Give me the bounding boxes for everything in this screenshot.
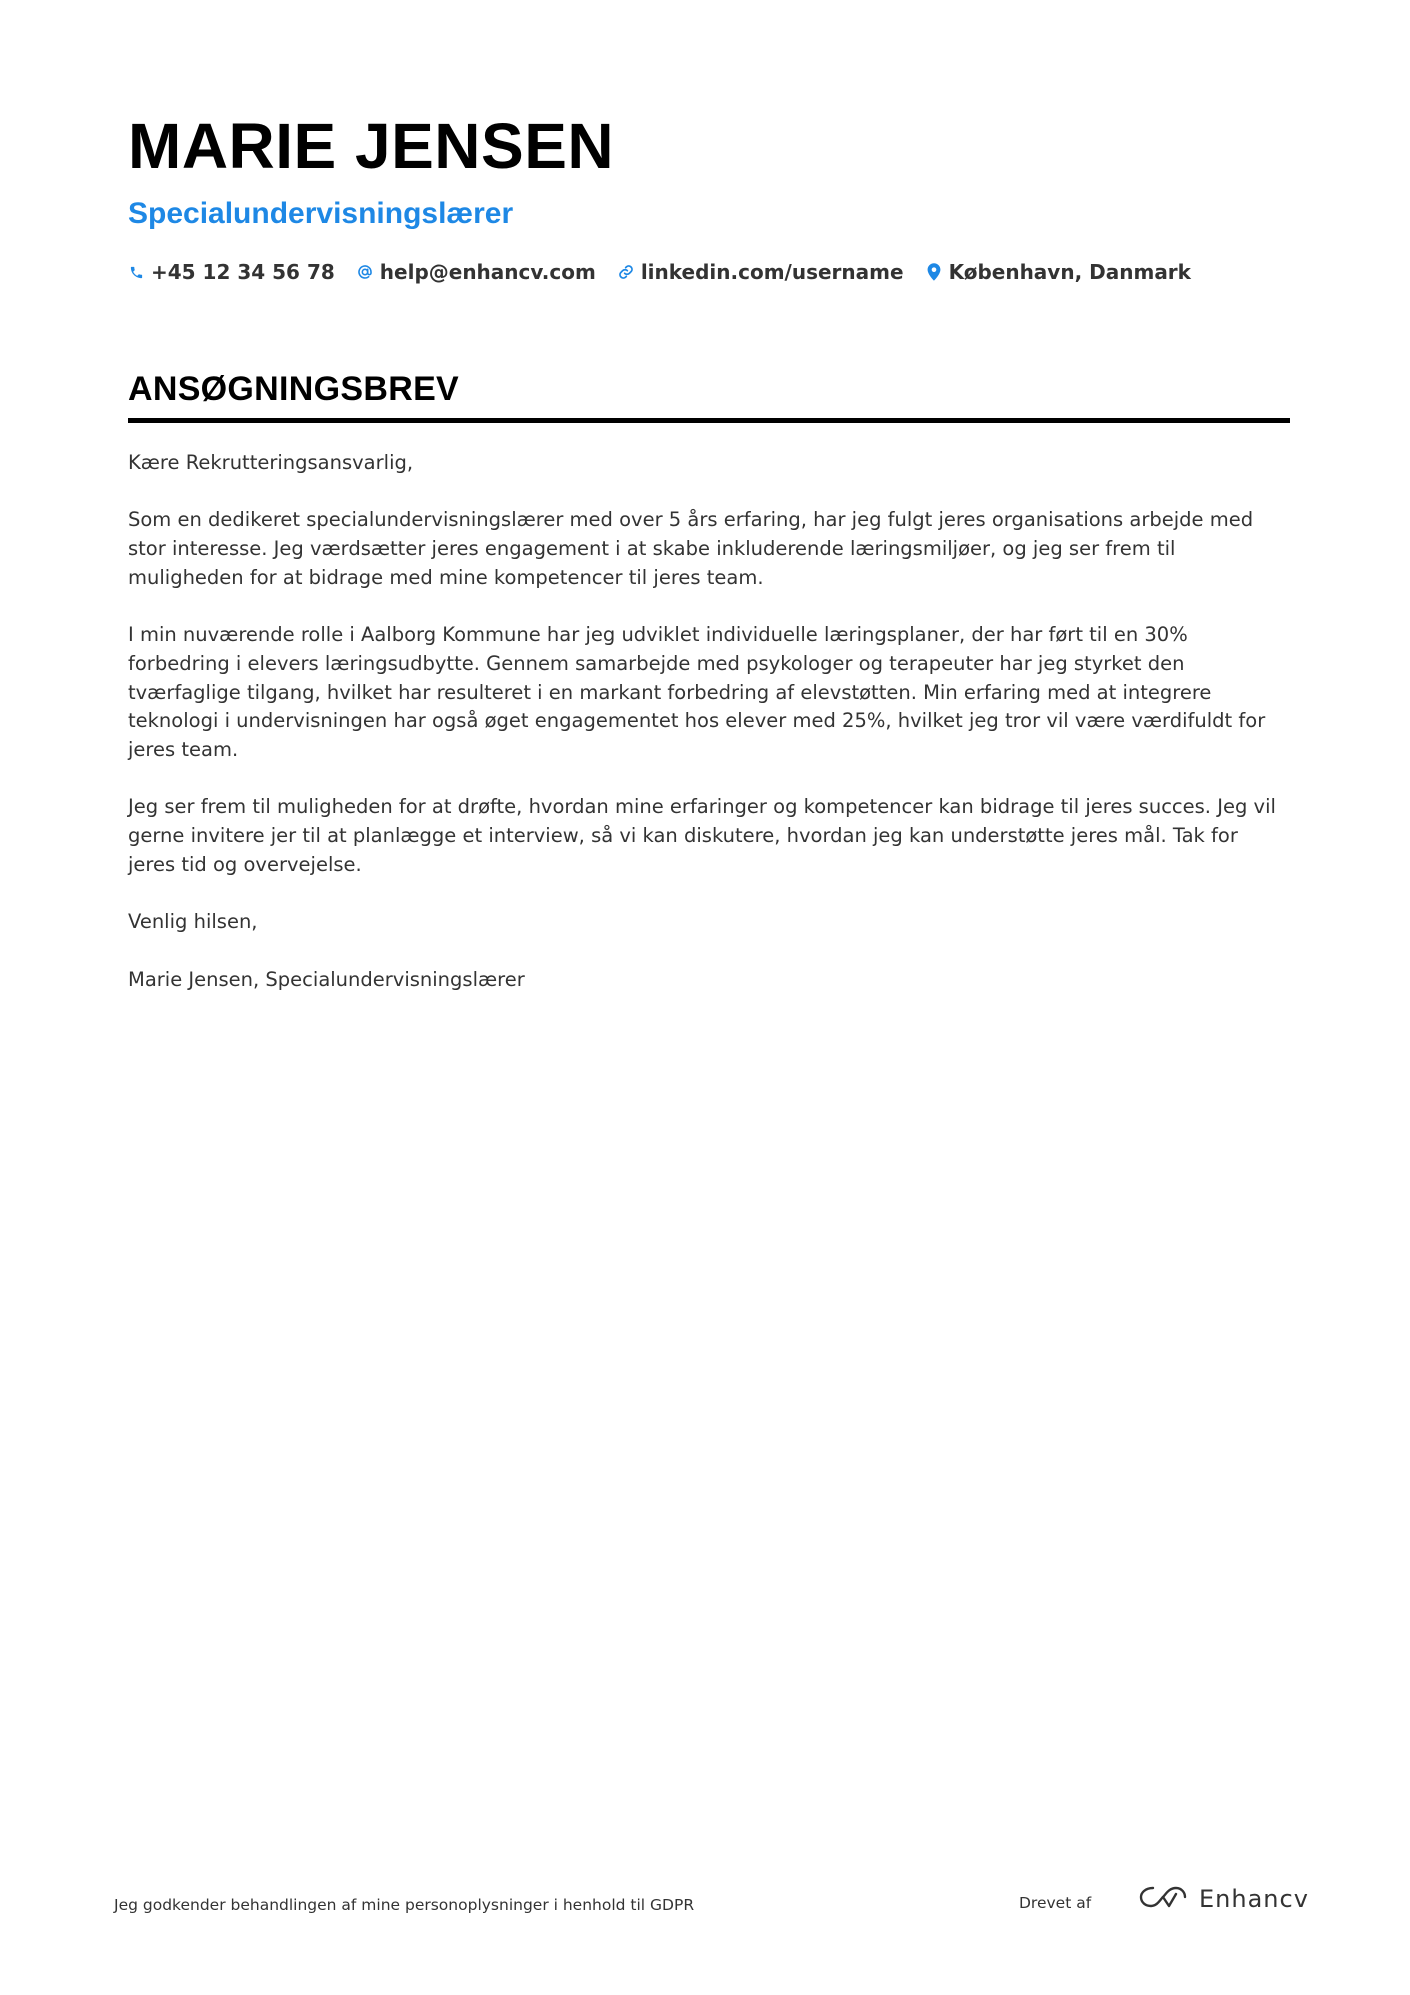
signature: Marie Jensen, Specialundervisningslærer xyxy=(128,967,525,991)
contact-phone xyxy=(128,260,335,284)
enhancv-logo[interactable] xyxy=(1139,1884,1309,1914)
contact-location xyxy=(926,260,1191,284)
phone-text: +45 12 34 56 78 xyxy=(151,260,335,284)
paragraph-3: Jeg ser frem til muligheden for at drøfte, hvordan mine erfaringer og kompetencer kan bidrage til jeres succes. Jeg vil gerne invitere jer til at planlægge et interview, så vi kan diskutere, hvordan jeg kan understøtte jeres mål. Tak for jeres tid og overvejelse. xyxy=(128,795,1276,876)
contact-row xyxy=(128,260,1288,284)
cover-letter-section xyxy=(128,368,1290,1023)
section-divider xyxy=(128,418,1290,423)
email-text[interactable]: help@enhancv.com xyxy=(379,260,596,284)
footer xyxy=(114,1880,1309,1930)
section-title: ANSØGNINGSBREV xyxy=(128,370,460,408)
phone-icon xyxy=(128,263,144,281)
location-text: København, Danmark xyxy=(948,260,1191,284)
closing: Venlig hilsen, xyxy=(128,910,258,934)
enhancv-wordmark: Enhancv xyxy=(1199,1885,1309,1913)
powered-by-label: Drevet af xyxy=(1019,1894,1092,1912)
paragraph-2: I min nuværende rolle i Aalborg Kommune har jeg udviklet individuelle læringsplaner, der har ført til en 30% forbedring i elevers læringsudbytte. Gennem samarbejde med psykologer og terapeuter har jeg styrket den tværfaglige tilgang, hvilket har resulteret i en markant forbedring af elevstøtten. Min erfaring med at integrere teknologi i undervisningen har også øget engagementet hos elever med 25%, hvilket jeg tror vil være værdifuldt for jeres team. xyxy=(128,623,1266,761)
enhancv-logo-icon xyxy=(1139,1884,1187,1914)
contact-email[interactable] xyxy=(357,260,596,284)
location-pin-icon xyxy=(926,263,942,281)
salutation: Kære Rekrutteringsansvarlig, xyxy=(128,451,414,474)
applicant-name: MARIE JENSEN xyxy=(128,110,615,182)
paragraph-1: Som en dedikeret specialundervisningslærer med over 5 års erfaring, har jeg fulgt jeres organisations arbejde med stor interesse. Jeg værdsætter jeres engagement i at skabe inkluderende læringsmiljøer, og jeg ser frem til muligheden for at bidrage med mine kompetencer til jeres team. xyxy=(128,508,1254,589)
gdpr-consent: Jeg godkender behandlingen af mine personoplysninger i henhold til GDPR xyxy=(114,1896,695,1914)
link-icon xyxy=(618,263,634,281)
at-icon xyxy=(357,263,373,281)
header xyxy=(128,108,1288,284)
contact-linkedin[interactable] xyxy=(618,260,904,284)
linkedin-text[interactable]: linkedin.com/username xyxy=(640,260,904,284)
letter-body xyxy=(128,449,1290,994)
job-title: Specialundervisningslærer xyxy=(128,197,514,230)
